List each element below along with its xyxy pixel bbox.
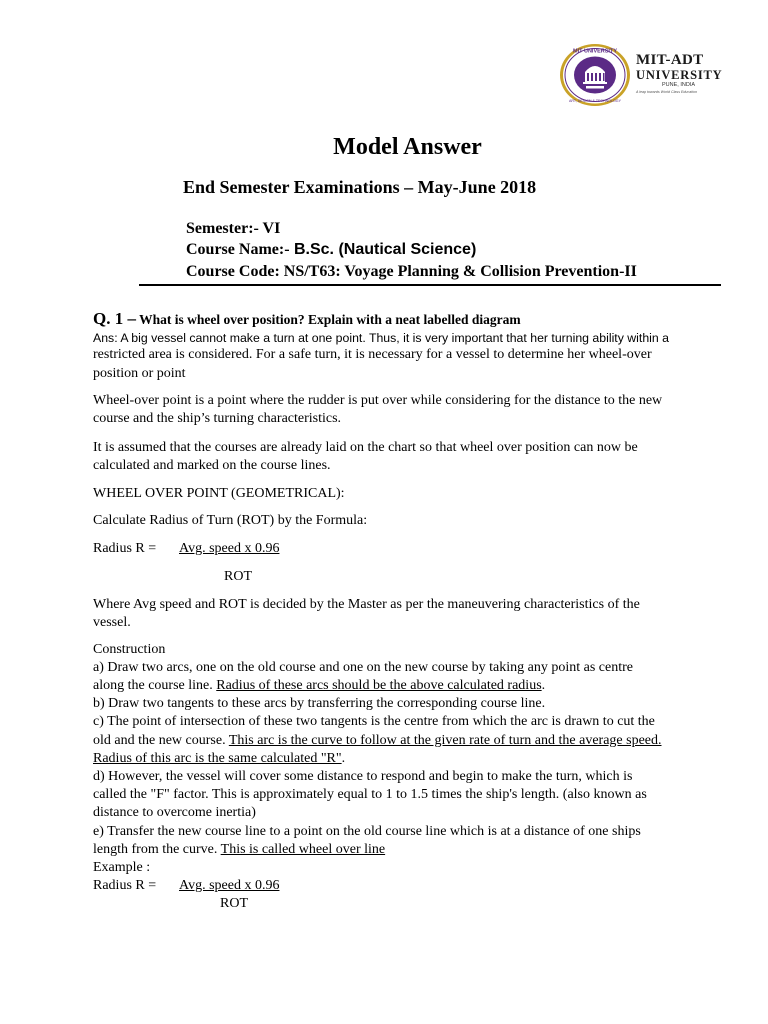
- logo-tagline: A leap towards World Class Education: [636, 90, 697, 94]
- seal-bottom-text: ART, DESIGN & TECHNOLOGY: [569, 99, 621, 103]
- answer-intro-line-3: position or point: [93, 366, 186, 381]
- question-number: Q. 1 –: [93, 309, 136, 328]
- paragraph-assumption-line-2: calculated and marked on the course lines.: [93, 458, 331, 473]
- step-a-text: along the course line.: [93, 678, 217, 693]
- question-text: What is wheel over position? Explain with a neat labelled diagram: [135, 312, 521, 327]
- step-d-line-3: distance to overcome inertia): [93, 805, 256, 820]
- step-a-end: .: [541, 678, 546, 693]
- example-formula-label: Radius R =: [93, 878, 157, 893]
- semester-line: Semester:- VI: [186, 220, 281, 237]
- step-e-line-1: e) Transfer the new course line to a point on the old course line which is at a distance of one ships: [93, 824, 641, 839]
- paragraph-wheel-over-line-1: Wheel-over point is a point where the rudder is put over while considering for the distance to the new: [93, 393, 663, 408]
- header-divider: [139, 284, 721, 286]
- where-line-2: vessel.: [93, 615, 131, 630]
- answer-intro-line-2: restricted area is considered. For a safe turn, it is necessary for a vessel to determine her wheel-over: [93, 347, 652, 362]
- university-wordmark: [636, 52, 746, 95]
- step-e-line-2: [93, 841, 733, 859]
- course-name-line: [186, 241, 476, 259]
- formula-numerator: Avg. speed x 0.96: [179, 541, 280, 556]
- step-e-text: length from the curve.: [93, 842, 221, 857]
- answer-intro-line-1: Ans: A big vessel cannot make a turn at one point. Thus, it is very important that her turning ability within a: [93, 331, 669, 345]
- where-line-1: Where Avg speed and ROT is decided by the Master as per the maneuvering characteristics of the: [93, 597, 640, 612]
- step-d-line-2: called the "F" factor. This is approximately equal to 1 to 1.5 times the ship's length. (also known as: [93, 787, 647, 802]
- seal-top-text: MIT UNIVERSITY: [572, 48, 618, 55]
- page-title: Model Answer: [333, 134, 482, 160]
- paragraph-assumption-line-1: It is assumed that the courses are already laid on the chart so that wheel over position can now be: [93, 440, 638, 455]
- course-code-line: Course Code: NS/T63: Voyage Planning & Collision Prevention-II: [186, 263, 637, 280]
- logo-university: UNIVERSITY: [636, 68, 723, 82]
- step-c-line-2: [93, 732, 733, 750]
- logo-place: PUNE, INDIA: [662, 82, 696, 88]
- paragraph-wheel-over-line-2: course and the ship’s turning characteristics.: [93, 411, 342, 426]
- step-c-underlined: This arc is the curve to follow at the given rate of turn and the average speed.: [228, 733, 662, 748]
- example-formula-denominator: ROT: [220, 896, 248, 911]
- step-d-line-1: d) However, the vessel will cover some distance to respond and begin to make the turn, which is: [93, 769, 633, 784]
- step-c-underlined-2: Radius of this arc is the same calculated "R": [93, 751, 342, 766]
- formula-label: Radius R =: [93, 541, 157, 556]
- course-name-value: B.Sc. (Nautical Science): [289, 241, 477, 258]
- logo-name: MIT-ADT: [636, 52, 704, 68]
- example-heading: Example :: [93, 860, 151, 875]
- exam-subtitle: End Semester Examinations – May-June 2018: [183, 177, 537, 197]
- section-heading: WHEEL OVER POINT (GEOMETRICAL):: [93, 486, 345, 501]
- step-c-line-1: c) The point of intersection of these two tangents is the centre from which the arc is drawn to cut the: [93, 714, 655, 729]
- construction-heading: Construction: [93, 642, 166, 657]
- step-c-line-3: [93, 750, 733, 768]
- step-a-line-2: [93, 677, 733, 695]
- step-c-text: old and the new course.: [93, 733, 229, 748]
- university-seal-logo: [558, 42, 632, 108]
- question-heading: [93, 309, 521, 329]
- step-c-end: .: [341, 751, 346, 766]
- course-name-label: Course Name:-: [186, 241, 290, 258]
- step-a-underlined: Radius of these arcs should be the above calculated radius: [216, 678, 542, 693]
- formula-denominator: ROT: [224, 569, 252, 584]
- example-formula-numerator: Avg. speed x 0.96: [179, 878, 280, 893]
- formula-intro: Calculate Radius of Turn (ROT) by the Formula:: [93, 513, 368, 528]
- step-e-underlined: This is called wheel over line: [220, 842, 386, 857]
- step-b-line-1: b) Draw two tangents to these arcs by transferring the corresponding course line.: [93, 696, 546, 711]
- step-a-line-1: a) Draw two arcs, one on the old course and one on the new course by taking any point as centre: [93, 660, 633, 675]
